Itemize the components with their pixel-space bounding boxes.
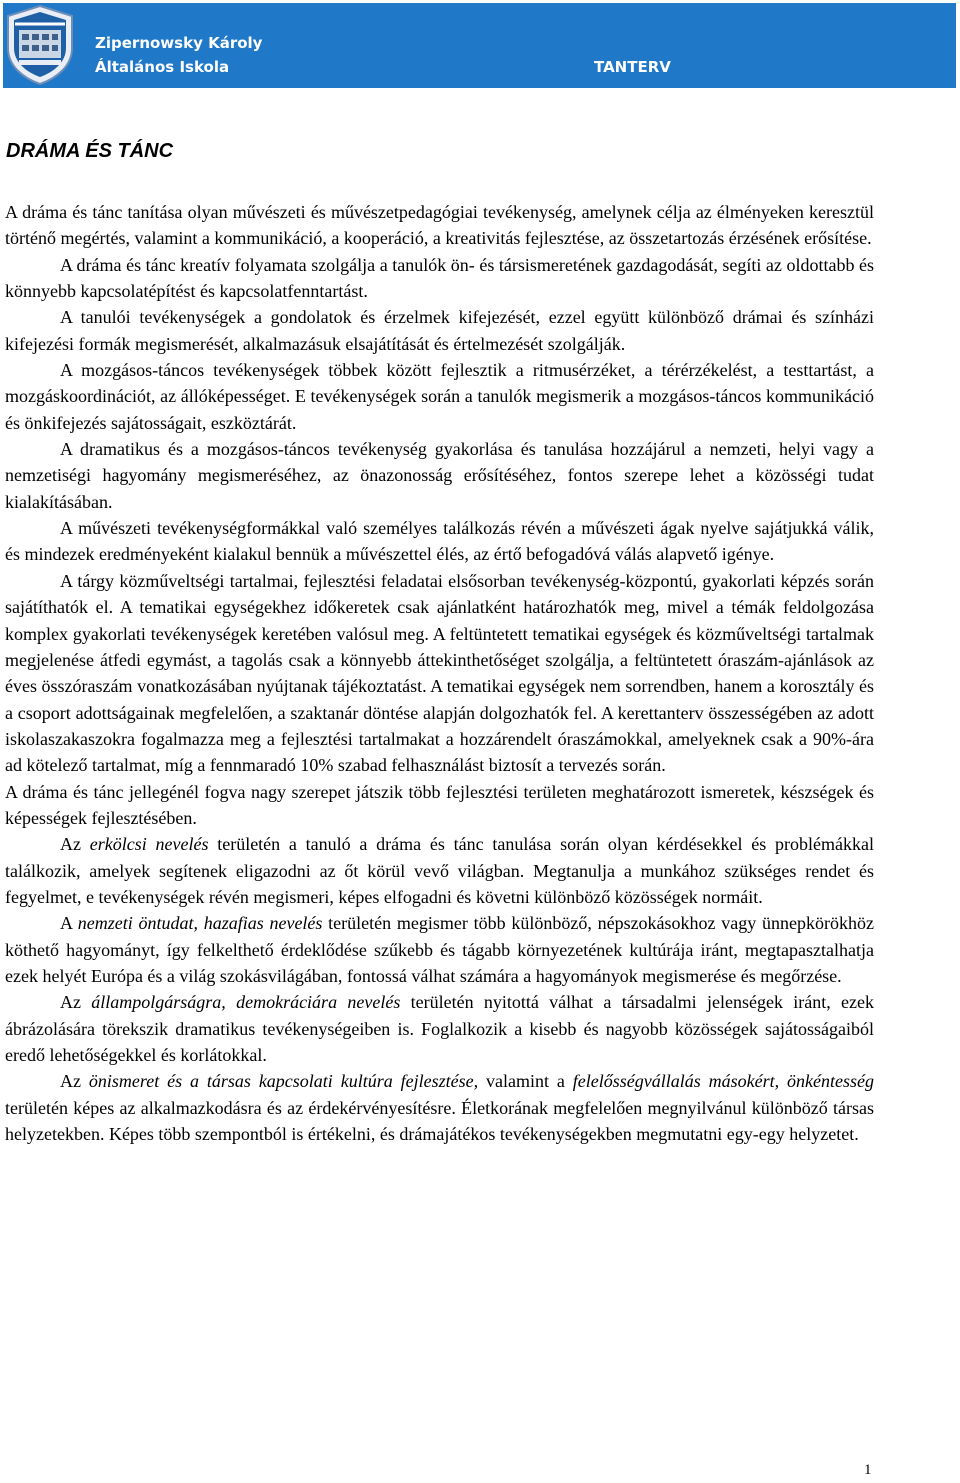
page-number: 1 bbox=[864, 1462, 872, 1478]
school-name-line2: Általános Iskola bbox=[95, 58, 230, 76]
paragraph: A művészeti tevékenységformákkal való személyes találkozás révén a művészeti ágak nyelve sajátjukká válik, és mindezek eredményeként kialakul bennük a művészettel élés, az értő befogadóvá válás alapvető igénye. bbox=[5, 518, 874, 565]
paragraph-national-identity bbox=[5, 910, 874, 989]
document-type: TANTERV bbox=[594, 58, 671, 76]
text: területén megismer több különböző, népszokásokhoz vagy ünnepkörökhöz köthető hagyományt, így felkelthető érdeklődése szűkebb és tágabb környezetének kultúrája iránt, megtapasztalhatja ezek helyét Európa és a világ szokásvilágában, fontossá válhat számára a hagyományok megismerése és megőrzése. bbox=[5, 913, 874, 986]
page-header bbox=[3, 3, 956, 88]
text: területén a tanuló a dráma és tánc tanulása során olyan kérdésekkel és problémákkal találkozik, amelyek segítenek eligazodni az őt körül vevő világban. Megtanulja a munkához szükséges rendet és fegyelmet, e tevékenységek révén megismeri, képes elfogadni és követni különböző közösségek normáit. bbox=[5, 834, 874, 907]
emphasis: önismeret és a társas kapcsolati kultúra fejlesztése, bbox=[88, 1071, 479, 1092]
paragraph: A tárgy közműveltségi tartalmai, fejlesztési feladatai elsősorban tevékenység-központú, gyakorlati képzés során sajátíthatók el. A tematikai egységekhez időkeretek csak ajánlatként határozhatók meg, mivel a témák feldolgozása komplex gyakorlati tevékenységek keretében valósul meg. A feltüntetett tematikai egységek és közműveltségi tartalmak megjelenése átfedi egymást, a tagolás csak a könnyebb áttekinthetőséget szolgálja, a feltüntetett óraszám-ajánlások az éves összóraszám vonatkozásában nyújtanak tájékoztatást. A tematikai egységek nem sorrendben, hanem a korosztály és a csoport adottságainak megfelelően, a szaktanár döntése alapján dolgozhatók fel. A kerettanterv összességében az adott iskolaszakaszokra fogalmazza meg a fejlesztési tartalmakat a hozzárendelt óraszámokkal, amelyeknek csak a 90%-ára ad kötelező tartalmat, míg a fennmaradó 10% szabad felhasználást biztosít a tervezés során. bbox=[5, 570, 874, 776]
school-name-line1: Zipernowsky Károly bbox=[95, 34, 263, 52]
emphasis: felelősségvállalás másokért, önkéntesség bbox=[572, 1071, 874, 1092]
emphasis: állampolgárságra, demokráciára nevelés bbox=[91, 992, 401, 1013]
text: Az bbox=[60, 992, 92, 1013]
paragraph: A mozgásos-táncos tevékenységek többek között fejlesztik a ritmusérzéket, a térérzékelést, a testtartást, a mozgáskoordinációt, az állóképességet. E tevékenységek során a tanulók megismerik a mozgásos-táncos kommunikáció és önkifejezés sajátosságait, eszköztárát. bbox=[5, 360, 874, 433]
paragraph-self-knowledge bbox=[5, 1068, 874, 1147]
document-body bbox=[5, 199, 874, 1147]
paragraph: A dráma és tánc kreatív folyamata szolgálja a tanulók ön- és társismeretének gazdagodását, segíti az oldottabb és könnyebb kapcsolatépítést és kapcsolatfenntartást. bbox=[5, 254, 874, 302]
paragraph-citizenship bbox=[5, 989, 874, 1068]
text: Az bbox=[60, 1071, 89, 1092]
text: területén nyitottá válhat a társadalmi jelenségek iránt, ezek ábrázolására törekszik dramatikus tevékenységeiben is. Foglalkozik a kisebb és nagyobb közösségek sajátosságaiból eredő lehetőségekkel és korlátokkal. bbox=[5, 992, 874, 1065]
paragraph: A dráma és tánc jellegénél fogva nagy szerepet játszik több fejlesztési területen meghatározott ismeretek, készségek és képességek fejlesztésében. bbox=[5, 781, 874, 828]
paragraph: A dramatikus és a mozgásos-táncos tevékenység gyakorlása és tanulása hozzájárul a nemzeti, helyi vagy a nemzetiségi hagyomány megismeréséhez, az önazonosság erősítéséhez, fontos szerepe lehet a közösségi tudat kialakításában. bbox=[5, 439, 874, 512]
emphasis: erkölcsi nevelés bbox=[89, 834, 209, 855]
text: Az bbox=[60, 834, 90, 855]
text: valamint a bbox=[478, 1071, 573, 1092]
page-title: DRÁMA ÉS TÁNC bbox=[6, 140, 174, 162]
emphasis: nemzeti öntudat, hazafias nevelés bbox=[77, 913, 323, 934]
school-name bbox=[95, 31, 262, 79]
school-crest-icon bbox=[5, 4, 75, 86]
paragraph-moral-education bbox=[5, 831, 874, 910]
paragraph: A dráma és tánc tanítása olyan művészeti és művészetpedagógiai tevékenység, amelynek célja az élményeken keresztül történő megértés, valamint a kommunikáció, a kooperáció, a kreativitás fejlesztése, az összetartozás érzésének erősítése. bbox=[5, 202, 874, 249]
text: területén képes az alkalmazkodásra és az érdekérvényesítésre. Életkorának megfelelően megnyilvánul különböző társas helyzetekben. Képes több szempontból is értékelni, és drámajátékos tevékenységekben megmutatni egy-egy helyzetet. bbox=[5, 1097, 874, 1145]
text: A bbox=[60, 913, 78, 934]
paragraph: A tanulói tevékenységek a gondolatok és érzelmek kifejezését, ezzel együtt különböző drámai és színházi kifejezési formák megismerését, alkalmazásuk elsajátítását és értelmezését szolgálják. bbox=[5, 307, 874, 354]
